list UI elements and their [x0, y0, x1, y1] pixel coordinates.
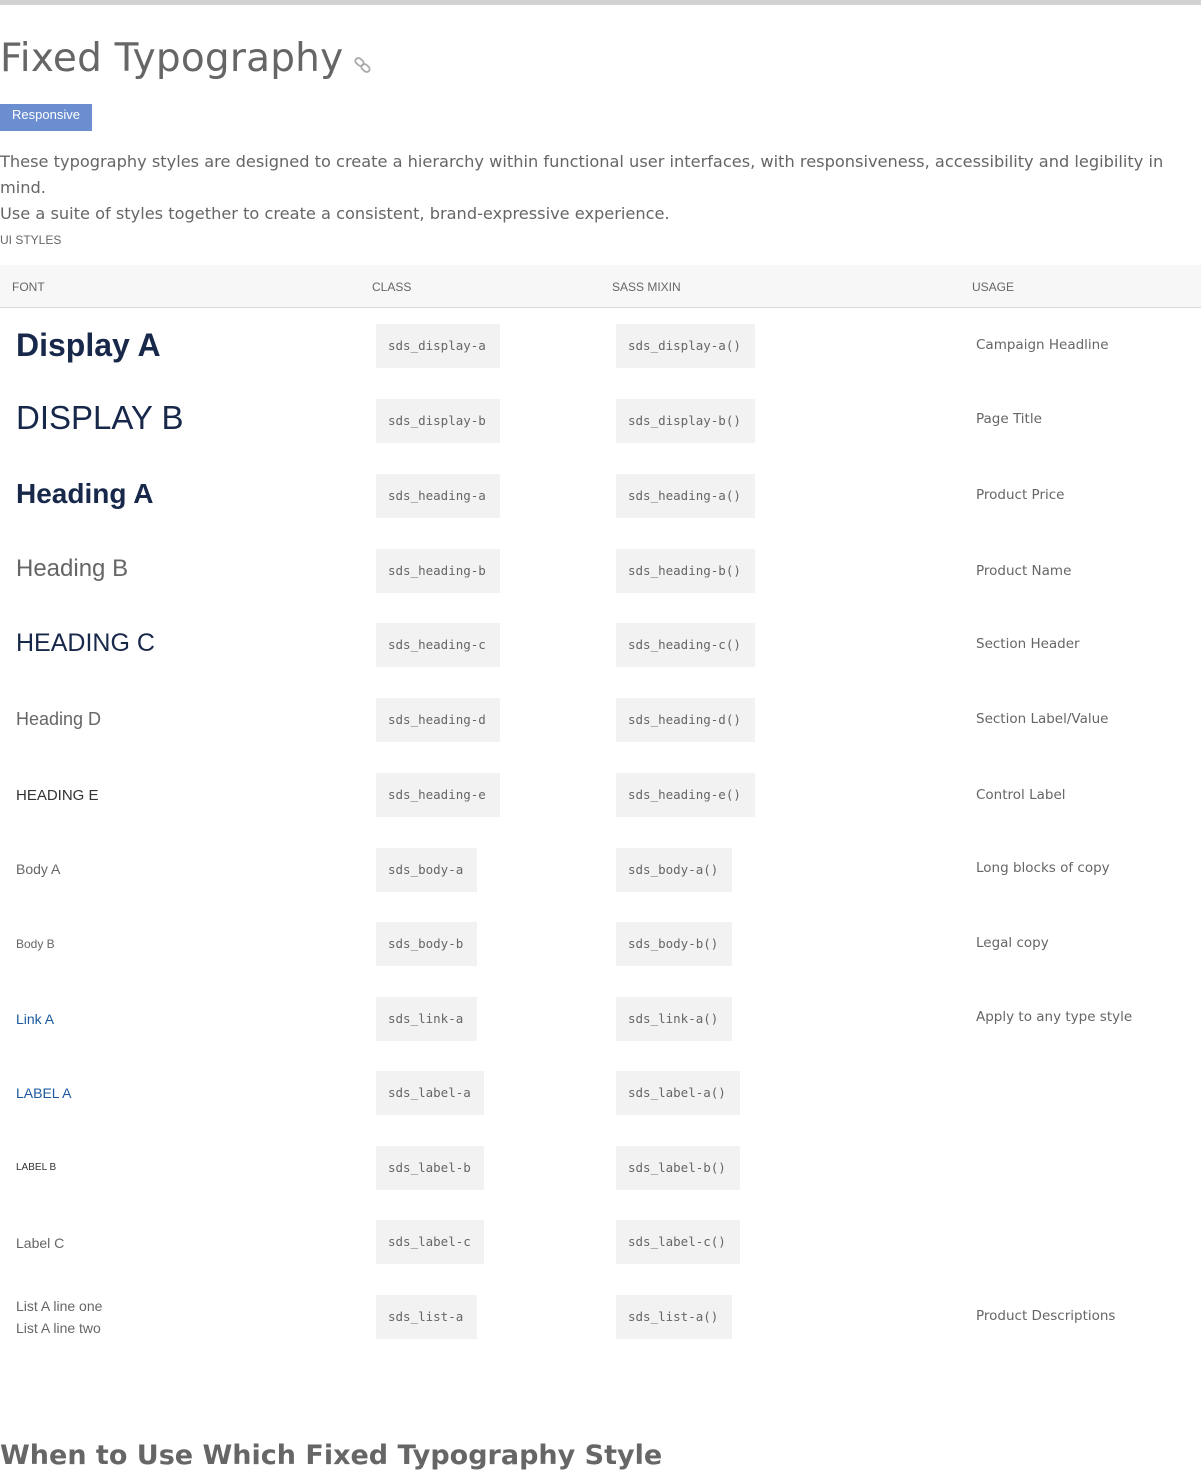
usage-text: Control Label: [976, 787, 1066, 803]
mixin-code[interactable]: sds_body-a(): [616, 848, 732, 892]
mixin-code[interactable]: sds_body-b(): [616, 922, 732, 966]
class-code[interactable]: sds_heading-b: [376, 549, 500, 593]
mixin-code[interactable]: sds_heading-b(): [616, 549, 755, 593]
mixin-code[interactable]: sds_display-b(): [616, 399, 755, 443]
mixin-code[interactable]: sds_display-a(): [616, 324, 755, 368]
font-sample: Display A: [16, 327, 161, 363]
font-sample: Link A: [16, 1011, 55, 1027]
mixin-code[interactable]: sds_heading-a(): [616, 474, 755, 518]
font-sample: HEADING E: [16, 787, 99, 804]
class-code[interactable]: sds_label-c: [376, 1220, 484, 1264]
class-code[interactable]: sds_label-b: [376, 1146, 484, 1190]
class-code[interactable]: sds_link-a: [376, 997, 477, 1041]
top-border: [0, 0, 1201, 5]
title-row: [0, 36, 373, 81]
mixin-code[interactable]: sds_heading-c(): [616, 623, 755, 667]
header-sass-mixin: SASS MIXIN: [612, 280, 681, 294]
class-code[interactable]: sds_label-a: [376, 1071, 484, 1115]
class-code[interactable]: sds_heading-d: [376, 698, 500, 742]
class-code[interactable]: sds_display-b: [376, 399, 500, 443]
font-sample: DISPLAY B: [16, 399, 184, 436]
page-title: Fixed Typography: [0, 36, 344, 81]
section-label: UI STYLES: [0, 233, 62, 247]
mixin-code[interactable]: sds_heading-d(): [616, 698, 755, 742]
intro-text: [0, 149, 1195, 227]
font-sample-line-1: List A line one: [16, 1298, 103, 1314]
header-class: CLASS: [372, 280, 412, 294]
typography-table: [0, 265, 1201, 1336]
class-code[interactable]: sds_heading-a: [376, 474, 500, 518]
link-icon[interactable]: [353, 56, 373, 76]
mixin-code[interactable]: sds_label-b(): [616, 1146, 740, 1190]
font-sample: Heading B: [16, 555, 129, 582]
table-header: [0, 265, 1201, 308]
usage-text: Long blocks of copy: [976, 860, 1110, 876]
font-sample: HEADING C: [16, 629, 155, 657]
usage-text: Section Header: [976, 636, 1080, 652]
usage-text: Product Descriptions: [976, 1308, 1116, 1324]
responsive-badge: Responsive: [0, 104, 92, 131]
class-code[interactable]: sds_list-a: [376, 1295, 477, 1339]
usage-text: Product Name: [976, 563, 1072, 579]
class-code[interactable]: sds_body-b: [376, 922, 477, 966]
font-sample: LABEL B: [16, 1162, 57, 1173]
font-sample: [16, 1295, 102, 1339]
intro-line-2: Use a suite of styles together to create a consistent, brand-expressive experience.: [0, 204, 670, 223]
usage-text: Campaign Headline: [976, 337, 1109, 353]
class-code[interactable]: sds_body-a: [376, 848, 477, 892]
usage-text: Page Title: [976, 411, 1042, 427]
intro-line-1: These typography styles are designed to create a hierarchy within functional user interfaces, with responsiveness, accessibility and legibility in mind.: [0, 152, 1164, 197]
mixin-code[interactable]: sds_label-a(): [616, 1071, 740, 1115]
mixin-code[interactable]: sds_heading-e(): [616, 773, 755, 817]
header-usage: USAGE: [972, 280, 1015, 294]
usage-text: Section Label/Value: [976, 711, 1109, 727]
mixin-code[interactable]: sds_link-a(): [616, 997, 732, 1041]
class-code[interactable]: sds_display-a: [376, 324, 500, 368]
section-title: When to Use Which Fixed Typography Style: [0, 1440, 663, 1471]
usage-text: Product Price: [976, 487, 1065, 503]
font-sample: Heading A: [16, 478, 154, 509]
usage-text: Legal copy: [976, 935, 1049, 951]
class-code[interactable]: sds_heading-e: [376, 773, 500, 817]
font-sample: Body B: [16, 937, 55, 951]
font-sample: Heading D: [16, 709, 102, 729]
class-code[interactable]: sds_heading-c: [376, 623, 500, 667]
mixin-code[interactable]: sds_label-c(): [616, 1220, 740, 1264]
font-sample: LABEL A: [16, 1085, 72, 1101]
font-sample-line-2: List A line two: [16, 1320, 101, 1336]
mixin-code[interactable]: sds_list-a(): [616, 1295, 732, 1339]
header-font: FONT: [12, 280, 45, 294]
usage-text: Apply to any type style: [976, 1009, 1133, 1025]
font-sample: Label C: [16, 1235, 65, 1251]
font-sample: Body A: [16, 861, 61, 877]
